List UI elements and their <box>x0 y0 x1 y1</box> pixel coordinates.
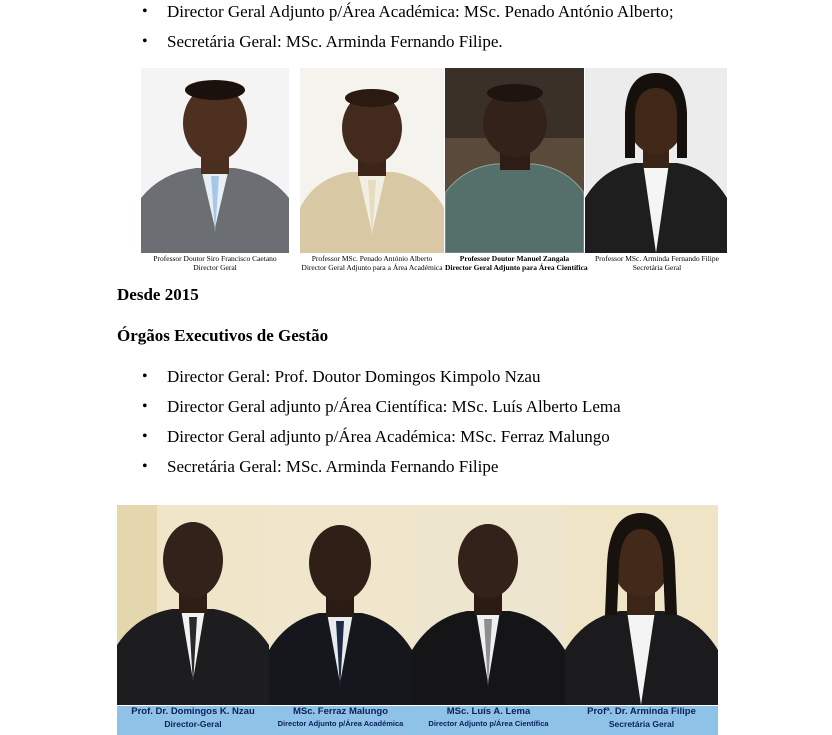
portrait-photo <box>445 68 584 253</box>
list-item: • Director Geral: Prof. Doutor Domingos Kimpolo Nzau <box>142 367 621 387</box>
caption-role: Director Adjunto p/Área Académica <box>277 719 404 728</box>
portrait-photo <box>269 505 412 705</box>
portrait-caption <box>269 706 412 735</box>
caption-name: Professor Doutor Manuel Zangala <box>459 254 570 263</box>
list-item: • Director Geral adjunto p/Área Científica: MSc. Luís Alberto Lema <box>142 397 621 417</box>
caption-role: Director Geral Adjunto para Área Científica <box>445 263 588 272</box>
caption-role: Secretária Geral <box>632 263 682 272</box>
portrait-caption <box>445 254 588 272</box>
list-item: • Secretária Geral: MSc. Arminda Fernando Filipe <box>142 457 621 477</box>
caption-role: Director Adjunto p/Área Científica <box>428 719 549 728</box>
portrait-photo <box>117 505 269 705</box>
portrait-caption <box>141 254 289 272</box>
caption-role: Director Geral <box>193 263 237 272</box>
management-bullet-list <box>142 367 621 477</box>
portrait-caption <box>298 254 446 272</box>
caption-role: Director-Geral <box>164 719 222 729</box>
portrait-caption <box>583 254 731 272</box>
portrait-caption <box>412 706 565 735</box>
caption-name: Professor Doutor Siro Francisco Caetano <box>153 254 277 263</box>
caption-name: Professor MSc. Arminda Fernando Filipe <box>595 254 719 263</box>
portrait-photo <box>565 505 718 705</box>
top-bullet-list <box>142 2 674 52</box>
caption-role: Director Geral Adjunto para a Área Académica <box>301 263 443 272</box>
section-heading-since: Desde 2015 <box>117 285 199 304</box>
portrait-caption <box>117 706 269 735</box>
portrait-photo <box>412 505 565 705</box>
caption-name: Profª. Dr. Arminda Filipe <box>587 706 696 717</box>
list-item: • Director Geral adjunto p/Área Académica: MSc. Ferraz Malungo <box>142 427 621 447</box>
caption-name: Prof. Dr. Domingos K. Nzau <box>131 706 255 717</box>
list-item: • Director Geral Adjunto p/Área Académica: MSc. Penado António Alberto; <box>142 2 674 22</box>
portrait-photo <box>585 68 727 253</box>
portrait-photo <box>141 68 289 253</box>
section-heading-organs: Órgãos Executivos de Gestão <box>117 326 329 345</box>
list-item: • Secretária Geral: MSc. Arminda Fernando Filipe. <box>142 32 674 52</box>
caption-name: MSc. Luís A. Lema <box>446 706 531 717</box>
caption-name: MSc. Ferraz Malungo <box>292 706 388 717</box>
portrait-caption <box>565 706 718 735</box>
caption-name: Professor MSc. Penado António Alberto <box>311 254 433 263</box>
portrait-photo <box>300 68 444 253</box>
caption-role: Secretária Geral <box>608 719 675 729</box>
